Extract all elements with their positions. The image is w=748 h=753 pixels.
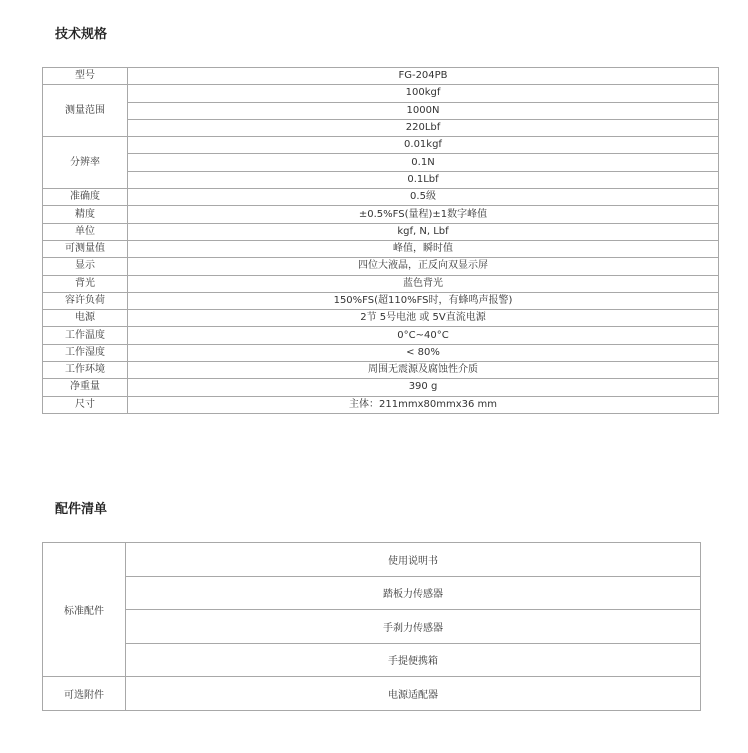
spec-row-label: 尺寸 [43, 396, 128, 413]
spec-row [43, 396, 719, 413]
spec-row-label: 电源 [43, 310, 128, 327]
spec-row-value: 100kgf [128, 85, 719, 102]
spec-row [43, 154, 719, 171]
accessory-row-label: 可选附件 [43, 677, 126, 711]
spec-row-label: 精度 [43, 206, 128, 223]
spec-row-value: 0.5级 [128, 189, 719, 206]
accessories-section-title: 配件清单 [55, 502, 108, 517]
spec-table [42, 67, 719, 414]
accessory-row-value: 使用说明书 [126, 543, 701, 577]
accessory-row-value: 手刹力传感器 [126, 610, 701, 644]
spec-row [43, 189, 719, 206]
spec-row-label: 型号 [43, 68, 128, 85]
spec-row [43, 206, 719, 223]
spec-row-label: 分辨率 [43, 137, 128, 189]
spec-row-value: 0.01kgf [128, 137, 719, 154]
spec-row [43, 379, 719, 396]
accessory-row [43, 677, 701, 711]
spec-row [43, 310, 719, 327]
spec-row-label: 测量范围 [43, 85, 128, 137]
accessory-row [43, 643, 701, 677]
spec-row-label: 容许负荷 [43, 292, 128, 309]
spec-row [43, 292, 719, 309]
spec-row [43, 362, 719, 379]
spec-row [43, 102, 719, 119]
accessory-row [43, 610, 701, 644]
spec-row-label: 净重量 [43, 379, 128, 396]
spec-row-label: 工作湿度 [43, 344, 128, 361]
spec-row-label: 单位 [43, 223, 128, 240]
spec-row-label: 工作温度 [43, 327, 128, 344]
spec-row-value: 主体：211mmx80mmx36 mm [128, 396, 719, 413]
spec-row [43, 275, 719, 292]
spec-row-value: 周围无震源及腐蚀性介质 [128, 362, 719, 379]
accessory-row-value: 电源适配器 [126, 677, 701, 711]
spec-row-value: 0°C~40°C [128, 327, 719, 344]
spec-row-value: 2节 5号电池 或 5V直流电源 [128, 310, 719, 327]
accessory-row-label: 标准配件 [43, 543, 126, 677]
spec-row-value: 220Lbf [128, 119, 719, 136]
spec-row [43, 344, 719, 361]
accessory-row [43, 543, 701, 577]
spec-row-value: 蓝色背光 [128, 275, 719, 292]
accessory-row-value: 手提便携箱 [126, 643, 701, 677]
spec-row-value: 1000N [128, 102, 719, 119]
spec-row-label: 可测量值 [43, 240, 128, 257]
spec-row [43, 119, 719, 136]
spec-row [43, 68, 719, 85]
spec-row [43, 171, 719, 188]
spec-row [43, 223, 719, 240]
spec-row-value: 0.1N [128, 154, 719, 171]
spec-section-title: 技术规格 [55, 27, 108, 42]
spec-row-value: kgf, N, Lbf [128, 223, 719, 240]
spec-row-label: 背光 [43, 275, 128, 292]
spec-row [43, 327, 719, 344]
spec-row-label: 工作环境 [43, 362, 128, 379]
spec-row-value: FG-204PB [128, 68, 719, 85]
spec-row [43, 85, 719, 102]
spec-row-value: 峰值，瞬时值 [128, 240, 719, 257]
spec-row [43, 137, 719, 154]
spec-row-value: < 80% [128, 344, 719, 361]
accessories-table [42, 542, 701, 711]
spec-row-value: ±0.5%FS(量程)±1数字峰值 [128, 206, 719, 223]
spec-row [43, 258, 719, 275]
spec-row-value: 390 g [128, 379, 719, 396]
accessory-row-value: 踏板力传感器 [126, 576, 701, 610]
spec-row-value: 0.1Lbf [128, 171, 719, 188]
spec-row [43, 240, 719, 257]
spec-row-value: 四位大液晶，正反向双显示屏 [128, 258, 719, 275]
spec-row-label: 准确度 [43, 189, 128, 206]
spec-row-label: 显示 [43, 258, 128, 275]
spec-row-value: 150%FS(超110%FS时，有蜂鸣声报警) [128, 292, 719, 309]
accessory-row [43, 576, 701, 610]
